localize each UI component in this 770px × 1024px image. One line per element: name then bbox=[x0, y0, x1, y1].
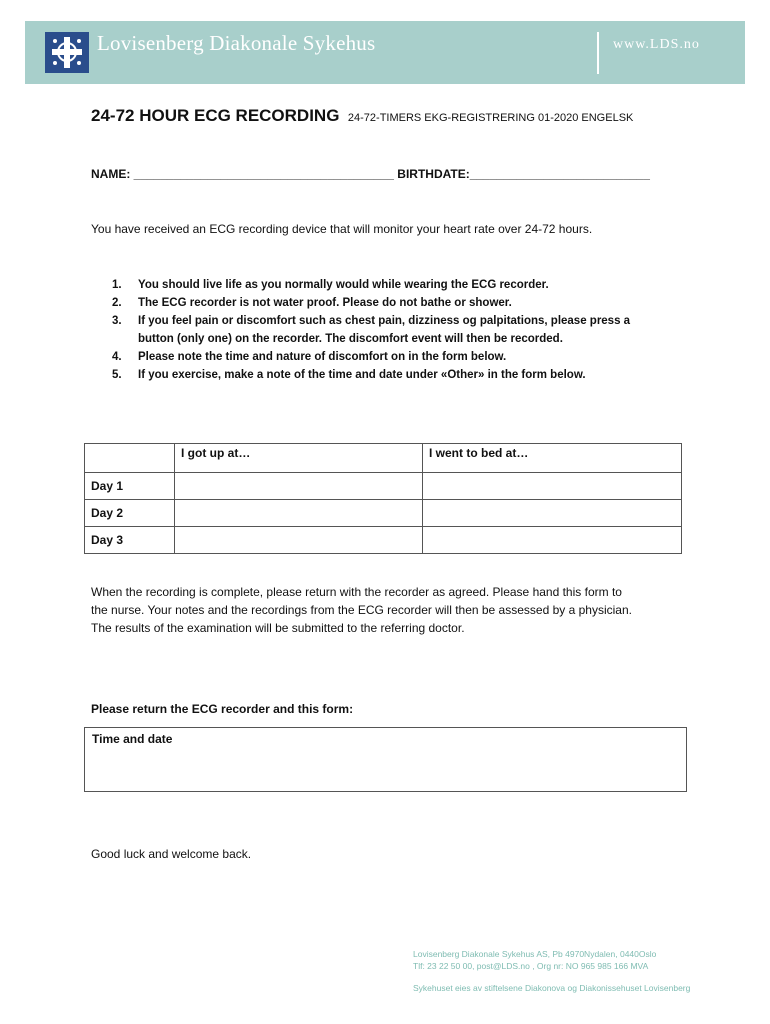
day-label: Day 1 bbox=[85, 473, 175, 500]
footer-ownership: Sykehuset eies av stiftelsene Diakonova og Diakonissehuset Lovisenberg bbox=[413, 983, 691, 993]
table-row bbox=[85, 473, 682, 500]
page-footer bbox=[413, 948, 690, 994]
paragraph-line: the nurse. Your notes and the recordings from the ECG recorder will then be assessed by a physician. bbox=[91, 603, 632, 617]
footer-address: Lovisenberg Diakonale Sykehus AS, Pb 4970Nydalen, 0440Oslo bbox=[413, 949, 657, 959]
page-header bbox=[25, 21, 745, 84]
name-birthdate-field[interactable]: NAME: _______________________________________ BIRTHDATE:___________________________ bbox=[91, 167, 650, 181]
got-up-cell[interactable] bbox=[175, 527, 423, 554]
table-header-row bbox=[85, 444, 682, 473]
paragraph-line: When the recording is complete, please return with the recorder as agreed. Please hand this form to bbox=[91, 585, 622, 599]
document-title-line bbox=[91, 106, 633, 126]
went-to-bed-cell[interactable] bbox=[423, 527, 682, 554]
time-and-date-box[interactable] bbox=[84, 727, 687, 792]
return-instructions-heading: Please return the ECG recorder and this form: bbox=[91, 702, 354, 716]
list-item: 3. If you feel pain or discomfort such as chest pain, dizziness og palpitations, please press a bbox=[112, 315, 631, 327]
list-item: 5. If you exercise, make a note of the time and date under «Other» in the form below. bbox=[112, 369, 586, 381]
time-and-date-label: Time and date bbox=[92, 732, 173, 746]
table-header-cell bbox=[85, 444, 175, 473]
paragraph-line: The results of the examination will be submitted to the referring doctor. bbox=[91, 621, 465, 635]
table-row bbox=[85, 500, 682, 527]
list-item: 2. The ECG recorder is not water proof. Please do not bathe or shower. bbox=[112, 297, 512, 309]
organization-name: Lovisenberg Diakonale Sykehus bbox=[97, 31, 376, 55]
list-item: 4. Please note the time and nature of discomfort on in the form below. bbox=[112, 351, 507, 363]
went-to-bed-cell[interactable] bbox=[423, 500, 682, 527]
footer-contact: Tlf: 23 22 50 00, post@LDS.no , Org nr: NO 965 985 166 MVA bbox=[413, 961, 649, 971]
closing-text: Good luck and welcome back. bbox=[91, 847, 252, 861]
got-up-header: I got up at… bbox=[175, 444, 423, 473]
website-link[interactable]: www.LDS.no bbox=[613, 37, 700, 52]
got-up-cell[interactable] bbox=[175, 473, 423, 500]
went-to-bed-cell[interactable] bbox=[423, 473, 682, 500]
intro-text: You have received an ECG recording device that will monitor your heart rate over 24-72 hours. bbox=[91, 222, 593, 236]
document-subtitle: 24-72-TIMERS EKG-REGISTRERING 01-2020 ENGELSK bbox=[347, 112, 634, 124]
header-divider bbox=[597, 32, 599, 74]
went-to-bed-header: I went to bed at… bbox=[423, 444, 682, 473]
day-label: Day 3 bbox=[85, 527, 175, 554]
instruction-list bbox=[112, 276, 630, 384]
list-item: button (only one) on the recorder. The discomfort event will then be recorded. bbox=[138, 333, 563, 345]
completion-paragraph bbox=[91, 583, 632, 637]
got-up-cell[interactable] bbox=[175, 500, 423, 527]
table-row bbox=[85, 527, 682, 554]
day-label: Day 2 bbox=[85, 500, 175, 527]
cross-logo-icon bbox=[45, 32, 89, 73]
sleep-log-table bbox=[84, 443, 682, 554]
document-title: 24-72 HOUR ECG RECORDING bbox=[91, 106, 340, 125]
list-item: 1. You should live life as you normally would while wearing the ECG recorder. bbox=[112, 279, 549, 291]
